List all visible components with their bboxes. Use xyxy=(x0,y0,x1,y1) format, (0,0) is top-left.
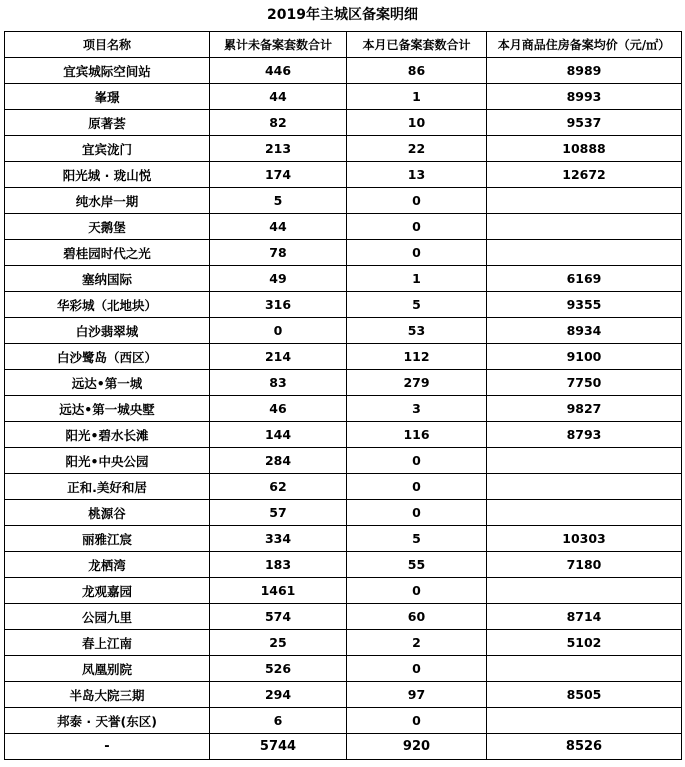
project-name-cell: 峯璟 xyxy=(5,84,210,110)
filed-count-cell: 3 xyxy=(347,396,487,422)
filed-count-cell: 5 xyxy=(347,292,487,318)
table-row xyxy=(5,318,682,344)
avg-price-cell xyxy=(487,240,682,266)
avg-price-cell: 7180 xyxy=(487,552,682,578)
table-row xyxy=(5,474,682,500)
avg-price-cell xyxy=(487,656,682,682)
avg-price-cell: 8714 xyxy=(487,604,682,630)
project-name-cell: 龙观嘉园 xyxy=(5,578,210,604)
unfiled-count-cell: 46 xyxy=(210,396,347,422)
table-row xyxy=(5,656,682,682)
total-unfiled-count-cell: 5744 xyxy=(210,734,347,760)
filed-count-cell: 0 xyxy=(347,656,487,682)
header-project-name: 项目名称 xyxy=(5,32,210,58)
project-name-cell: 白沙鹭岛（西区） xyxy=(5,344,210,370)
unfiled-count-cell: 49 xyxy=(210,266,347,292)
project-name-cell: 阳光城 · 珑山悦 xyxy=(5,162,210,188)
header-avg-price: 本月商品住房备案均价（元/㎡） xyxy=(487,32,682,58)
filed-count-cell: 1 xyxy=(347,84,487,110)
avg-price-cell: 12672 xyxy=(487,162,682,188)
unfiled-count-cell: 144 xyxy=(210,422,347,448)
filed-count-cell: 13 xyxy=(347,162,487,188)
table-row xyxy=(5,500,682,526)
project-name-cell: 半岛大院三期 xyxy=(5,682,210,708)
unfiled-count-cell: 78 xyxy=(210,240,347,266)
avg-price-cell: 8993 xyxy=(487,84,682,110)
filed-count-cell: 10 xyxy=(347,110,487,136)
project-name-cell: 纯水岸一期 xyxy=(5,188,210,214)
avg-price-cell: 8793 xyxy=(487,422,682,448)
unfiled-count-cell: 44 xyxy=(210,84,347,110)
filed-count-cell: 0 xyxy=(347,500,487,526)
avg-price-cell: 8934 xyxy=(487,318,682,344)
unfiled-count-cell: 1461 xyxy=(210,578,347,604)
filed-count-cell: 279 xyxy=(347,370,487,396)
page-title: 2019年主城区备案明细 xyxy=(267,7,418,23)
unfiled-count-cell: 284 xyxy=(210,448,347,474)
total-avg-price-cell: 8526 xyxy=(487,734,682,760)
unfiled-count-cell: 0 xyxy=(210,318,347,344)
project-name-cell: 原著荟 xyxy=(5,110,210,136)
table-row xyxy=(5,344,682,370)
table-row xyxy=(5,292,682,318)
avg-price-cell xyxy=(487,214,682,240)
filed-count-cell: 5 xyxy=(347,526,487,552)
unfiled-count-cell: 214 xyxy=(210,344,347,370)
project-name-cell: 碧桂园时代之光 xyxy=(5,240,210,266)
unfiled-count-cell: 83 xyxy=(210,370,347,396)
project-name-cell: 龙栖湾 xyxy=(5,552,210,578)
filed-count-cell: 22 xyxy=(347,136,487,162)
header-unfiled-total: 累计未备案套数合计 xyxy=(210,32,347,58)
total-filed-count-cell: 920 xyxy=(347,734,487,760)
header-filed-this-month: 本月已备案套数合计 xyxy=(347,32,487,58)
filed-count-cell: 0 xyxy=(347,214,487,240)
filed-count-cell: 0 xyxy=(347,708,487,734)
project-name-cell: 远达•第一城央墅 xyxy=(5,396,210,422)
avg-price-cell: 8505 xyxy=(487,682,682,708)
avg-price-cell: 5102 xyxy=(487,630,682,656)
project-name-cell: 丽雅江宸 xyxy=(5,526,210,552)
filed-count-cell: 53 xyxy=(347,318,487,344)
unfiled-count-cell: 294 xyxy=(210,682,347,708)
unfiled-count-cell: 316 xyxy=(210,292,347,318)
unfiled-count-cell: 174 xyxy=(210,162,347,188)
table-row xyxy=(5,552,682,578)
table-row xyxy=(5,422,682,448)
project-name-cell: 公园九里 xyxy=(5,604,210,630)
filed-count-cell: 112 xyxy=(347,344,487,370)
filed-count-cell: 116 xyxy=(347,422,487,448)
avg-price-cell: 9827 xyxy=(487,396,682,422)
filed-count-cell: 0 xyxy=(347,474,487,500)
avg-price-cell: 9100 xyxy=(487,344,682,370)
avg-price-cell: 8989 xyxy=(487,58,682,84)
unfiled-count-cell: 6 xyxy=(210,708,347,734)
project-name-cell: 塞纳国际 xyxy=(5,266,210,292)
filed-count-cell: 97 xyxy=(347,682,487,708)
project-name-cell: 远达•第一城 xyxy=(5,370,210,396)
header-row xyxy=(5,32,682,58)
table-row xyxy=(5,110,682,136)
unfiled-count-cell: 44 xyxy=(210,214,347,240)
filed-count-cell: 55 xyxy=(347,552,487,578)
project-name-cell: 凤凰别院 xyxy=(5,656,210,682)
project-name-cell: 邦泰 · 天誉(东区) xyxy=(5,708,210,734)
project-name-cell: 宜宾城际空间站 xyxy=(5,58,210,84)
table-row xyxy=(5,708,682,734)
total-row xyxy=(5,734,682,760)
avg-price-cell xyxy=(487,188,682,214)
filed-count-cell: 2 xyxy=(347,630,487,656)
avg-price-cell xyxy=(487,578,682,604)
table-row xyxy=(5,136,682,162)
unfiled-count-cell: 213 xyxy=(210,136,347,162)
table-row xyxy=(5,188,682,214)
table-row xyxy=(5,682,682,708)
avg-price-cell: 6169 xyxy=(487,266,682,292)
project-name-cell: 天鹅堡 xyxy=(5,214,210,240)
filed-count-cell: 60 xyxy=(347,604,487,630)
table-row xyxy=(5,526,682,552)
table-row xyxy=(5,604,682,630)
unfiled-count-cell: 183 xyxy=(210,552,347,578)
unfiled-count-cell: 5 xyxy=(210,188,347,214)
table-row xyxy=(5,396,682,422)
table-row xyxy=(5,370,682,396)
avg-price-cell xyxy=(487,708,682,734)
unfiled-count-cell: 334 xyxy=(210,526,347,552)
table-row xyxy=(5,240,682,266)
table-row xyxy=(5,266,682,292)
filed-count-cell: 86 xyxy=(347,58,487,84)
table-row xyxy=(5,84,682,110)
project-name-cell: 阳光•中央公园 xyxy=(5,448,210,474)
table-row xyxy=(5,162,682,188)
table-row xyxy=(5,58,682,84)
avg-price-cell xyxy=(487,474,682,500)
filed-count-cell: 0 xyxy=(347,240,487,266)
project-name-cell: 正和.美好和居 xyxy=(5,474,210,500)
project-name-cell: 桃源谷 xyxy=(5,500,210,526)
table-row xyxy=(5,578,682,604)
filed-count-cell: 0 xyxy=(347,578,487,604)
table-row xyxy=(5,630,682,656)
unfiled-count-cell: 574 xyxy=(210,604,347,630)
table-body xyxy=(5,58,682,760)
project-name-cell: 华彩城（北地块） xyxy=(5,292,210,318)
filed-count-cell: 0 xyxy=(347,448,487,474)
unfiled-count-cell: 446 xyxy=(210,58,347,84)
unfiled-count-cell: 526 xyxy=(210,656,347,682)
filed-count-cell: 0 xyxy=(347,188,487,214)
table-row xyxy=(5,448,682,474)
unfiled-count-cell: 57 xyxy=(210,500,347,526)
avg-price-cell: 7750 xyxy=(487,370,682,396)
filing-table xyxy=(4,31,682,760)
unfiled-count-cell: 25 xyxy=(210,630,347,656)
avg-price-cell: 9355 xyxy=(487,292,682,318)
total-project-name-cell: - xyxy=(5,734,210,760)
avg-price-cell: 10303 xyxy=(487,526,682,552)
avg-price-cell: 10888 xyxy=(487,136,682,162)
unfiled-count-cell: 62 xyxy=(210,474,347,500)
filed-count-cell: 1 xyxy=(347,266,487,292)
avg-price-cell xyxy=(487,500,682,526)
project-name-cell: 阳光•碧水长滩 xyxy=(5,422,210,448)
table-row xyxy=(5,214,682,240)
avg-price-cell: 9537 xyxy=(487,110,682,136)
project-name-cell: 春上江南 xyxy=(5,630,210,656)
unfiled-count-cell: 82 xyxy=(210,110,347,136)
avg-price-cell xyxy=(487,448,682,474)
project-name-cell: 宜宾泷门 xyxy=(5,136,210,162)
project-name-cell: 白沙翡翠城 xyxy=(5,318,210,344)
